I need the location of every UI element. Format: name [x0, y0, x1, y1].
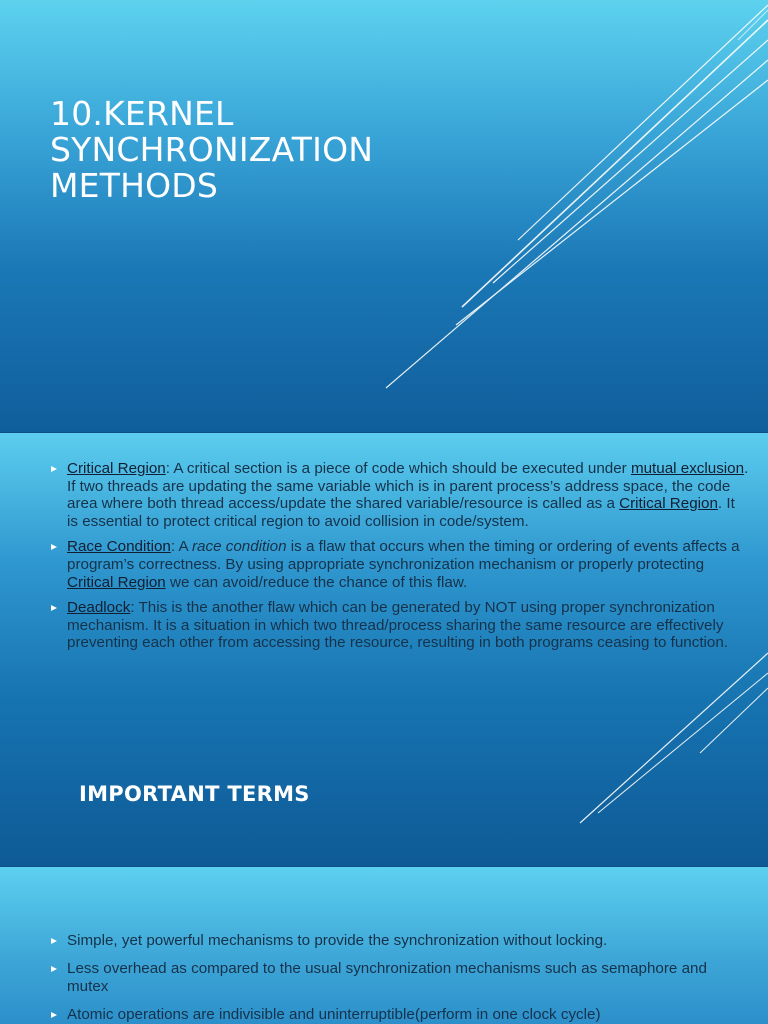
term-link[interactable]: Deadlock: [67, 599, 131, 617]
list-item: [49, 538, 749, 591]
list-item: Less overhead as compared to the usual synchronization mechanisms such as semaphore and mutex: [49, 960, 749, 996]
title-slide: [0, 0, 768, 432]
bullet-text: is a flaw that occurs when the timing or ordering of events affects a program’s correctness. By using appropriate synchronization mechanism or properly protecting: [67, 538, 740, 573]
bullet-list: [49, 932, 749, 1024]
bullet-italic: race condition: [191, 538, 287, 556]
term-link[interactable]: Critical Region: [67, 460, 166, 477]
list-item: Simple, yet powerful mechanisms to provide the synchronization without locking.: [49, 932, 749, 950]
bullet-list: [49, 460, 749, 660]
bullet-text: . If two threads are updating the same variable which is in parent process’s address space, the code area where both thread access/update the shared variable/resource is called as a: [67, 460, 749, 513]
bullet-text: : A: [170, 538, 192, 556]
atomic-operations-slide: [0, 867, 768, 1024]
term-link[interactable]: Critical Region: [67, 573, 166, 591]
important-terms-slide: [0, 433, 768, 866]
term-link[interactable]: Race Condition: [67, 538, 171, 556]
bullet-text: . It is essential to protect critical region to avoid collision in code/system.: [67, 495, 735, 530]
list-item: [49, 599, 749, 652]
title-line: 10.KERNEL: [50, 94, 234, 133]
term-link[interactable]: Critical Region: [619, 495, 718, 513]
list-item: [49, 460, 749, 530]
bullet-text: we can avoid/reduce the chance of this flaw.: [165, 573, 468, 591]
section-title: IMPORTANT TERMS: [79, 782, 310, 806]
list-item: Atomic operations are indivisible and uninterruptible(perform in one clock cycle): [49, 1006, 749, 1024]
title-line: SYNCHRONIZATION: [50, 130, 374, 169]
decorative-lines: [0, 0, 768, 432]
title-line: METHODS: [50, 166, 219, 205]
slide-title: [50, 96, 373, 204]
term-link[interactable]: mutual exclusion: [630, 460, 745, 477]
bullet-text: : A critical section is a piece of code which should be executed under: [165, 460, 631, 477]
bullet-text: : This is the another flaw which can be generated by NOT using proper synchronization mechanism. It is a situation in which two thread/process sharing the same resource are effectively preventing each other from accessing the resource, resulting in both programs ceasing to function.: [67, 599, 729, 652]
